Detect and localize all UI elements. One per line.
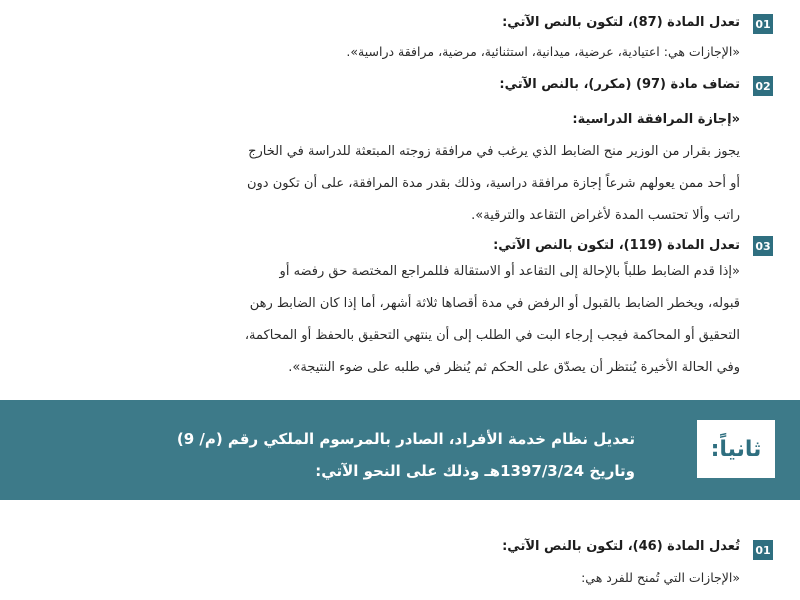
section-banner [0,400,800,500]
article-119-paragraph [90,256,740,384]
item-number-badge: 01 [753,540,773,560]
banner-title-line: تعديل نظام خدمة الأفراد، الصادر بالمرسوم الملكي رقم (م/ 9) [176,430,635,448]
article-46-heading: تُعدل المادة (46)، لتكون بالنص الآتي: [502,539,740,554]
section-label: ثانياً: [710,436,762,462]
paragraph-line: راتب وألا تحتسب المدة لأغراض التقاعد والترقية». [471,208,740,223]
item-number-badge: 01 [753,14,773,34]
article-97-paragraph [90,136,740,232]
paragraph-line: قبوله، ويخطر الضابط بالقبول أو الرفض في مدة أقصاها ثلاثة أشهر، أما إذا كان الضابط رهن [249,296,740,311]
section-label-box [697,420,775,478]
article-87-text: «الإجازات هي: اعتيادية، عرضية، ميدانية، استثنائية، مرضية، مرافقة دراسية». [346,44,740,59]
article-97-subheading: «إجازة المرافقة الدراسية: [572,112,740,127]
paragraph-line: أو أحد ممن يعولهم شرعاً إجازة مرافقة دراسية، وذلك بقدر مدة المرافقة، على أن تكون دون [246,176,740,191]
item-number-badge: 03 [753,236,773,256]
banner-title-line: وتاريخ 1397/3/24هـ وذلك على النحو الآتي: [315,462,635,480]
paragraph-line: التحقيق أو المحاكمة فيجب إرجاء البت في الطلب إلى أن ينتهي التحقيق بالحفظ أو المحاكمة، [244,328,740,343]
article-87-heading: تعدل المادة (87)، لتكون بالنص الآتي: [502,15,740,30]
paragraph-line: يجوز بقرار من الوزير منح الضابط الذي يرغب في مرافقة زوجته المبتعثة للدراسة في الخارج [248,144,740,159]
article-119-heading: تعدل المادة (119)، لتكون بالنص الآتي: [493,238,740,253]
paragraph-line: «إذا قدم الضابط طلباً بالإحالة إلى التقاعد أو الاستقالة فللمراجع المختصة حق رفضه أو [279,264,740,279]
article-97-heading: تضاف مادة (97) (مكرر)، بالنص الآتي: [499,77,740,92]
article-46-text: «الإجازات التي تُمنح للفرد هي: [581,570,740,585]
item-number-badge: 02 [753,76,773,96]
paragraph-line: وفي الحالة الأخيرة يُنتظر أن يصدّق على الحكم ثم يُنظر في طلبه على ضوء النتيجة». [288,360,740,375]
